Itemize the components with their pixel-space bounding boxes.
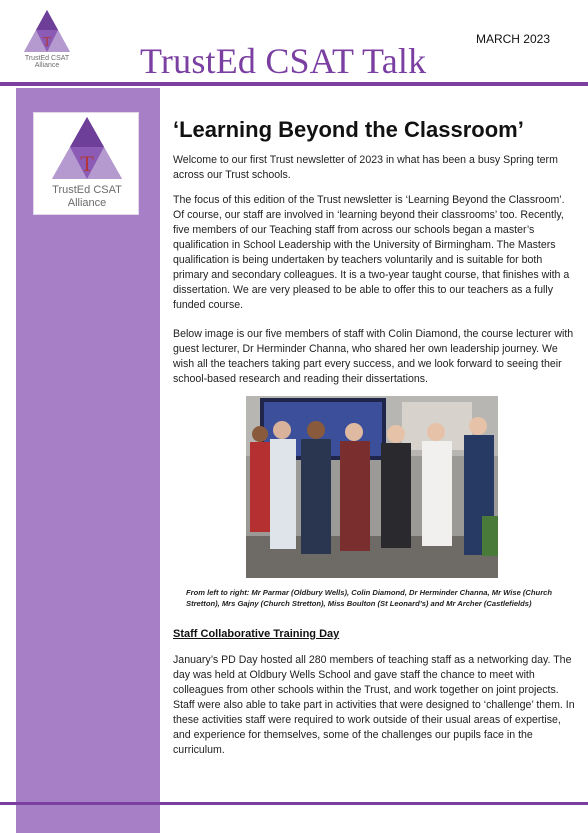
trust-logo-large	[33, 112, 139, 215]
training-day-paragraph: January’s PD Day hosted all 280 members of teaching staff as a networking day. The day was held at Oldbury Wells School and gave staff the chance to meet with colleagues from other schools within the Trust, and work together on joint projects. Staff were also able to take part in activities that were designed to ‘challenge’ them. In these activities staff were required to work outside of their usual areas of expertise, and experience for themselves, some of the challenges our pupils face in the curriculum.	[173, 654, 575, 756]
logo-small-line1: TrustEd CSAT	[24, 55, 70, 62]
svg-text:T: T	[42, 35, 52, 50]
logo-line2: Alliance	[67, 197, 107, 209]
issue-date: MARCH 2023	[475, 32, 550, 46]
photo-caption: From left to right: Mr Parmar (Oldbury Wells), Colin Diamond, Dr Herminder Channa, Mr Wise (Church Stretton), Mrs Gajny (Church Stretton), Miss Boulton (St Leonard’s) and Mr Archer (Castlefields)	[186, 588, 553, 608]
footer-divider	[0, 802, 588, 805]
logo-letter: T	[80, 151, 94, 176]
focus-paragraph: The focus of this edition of the Trust newsletter is ‘Learning Beyond the Classroom’. Of course, our staff are involved in ‘learning beyond their classrooms’ too. Recently, five members of our Teaching staff from across our schools began a master’s qualification in School Leadership with the University of Birmingham. The Masters qualification is being undertaken by teachers voluntarily and is suitable for both primary and secondary colleagues. It is a two-year taught course, that finishes with a dissertation. We are very pleased to be able to offer this to our teachers as a fully funded course.	[173, 194, 570, 311]
logo-small-line2: Alliance	[34, 62, 60, 69]
logo-small-caption	[18, 55, 76, 69]
page-header	[0, 0, 588, 88]
intro-paragraph: Welcome to our first Trust newsletter of 2023 in what has been a busy Spring term across our Trust schools.	[173, 154, 558, 181]
trust-logo-small	[18, 6, 76, 76]
section-heading-training-day: Staff Collaborative Training Day	[173, 628, 340, 640]
header-divider	[0, 82, 588, 86]
masthead-title: TrustEd CSAT Talk	[140, 41, 427, 81]
group-photo-illustration	[246, 396, 498, 578]
article-title: ‘Learning Beyond the Classroom’	[173, 117, 524, 142]
staff-group-photo	[246, 396, 498, 578]
photo-intro-paragraph: Below image is our five members of staff with Colin Diamond, the course lecturer with guest lecturer, Dr Herminder Channa, who shared her own leadership journey. We wish all the teachers taking part every success, and we look forward to seeing their school-based research and reading their dissertations.	[173, 328, 574, 385]
logo-line1: TrustEd CSAT	[52, 184, 122, 196]
